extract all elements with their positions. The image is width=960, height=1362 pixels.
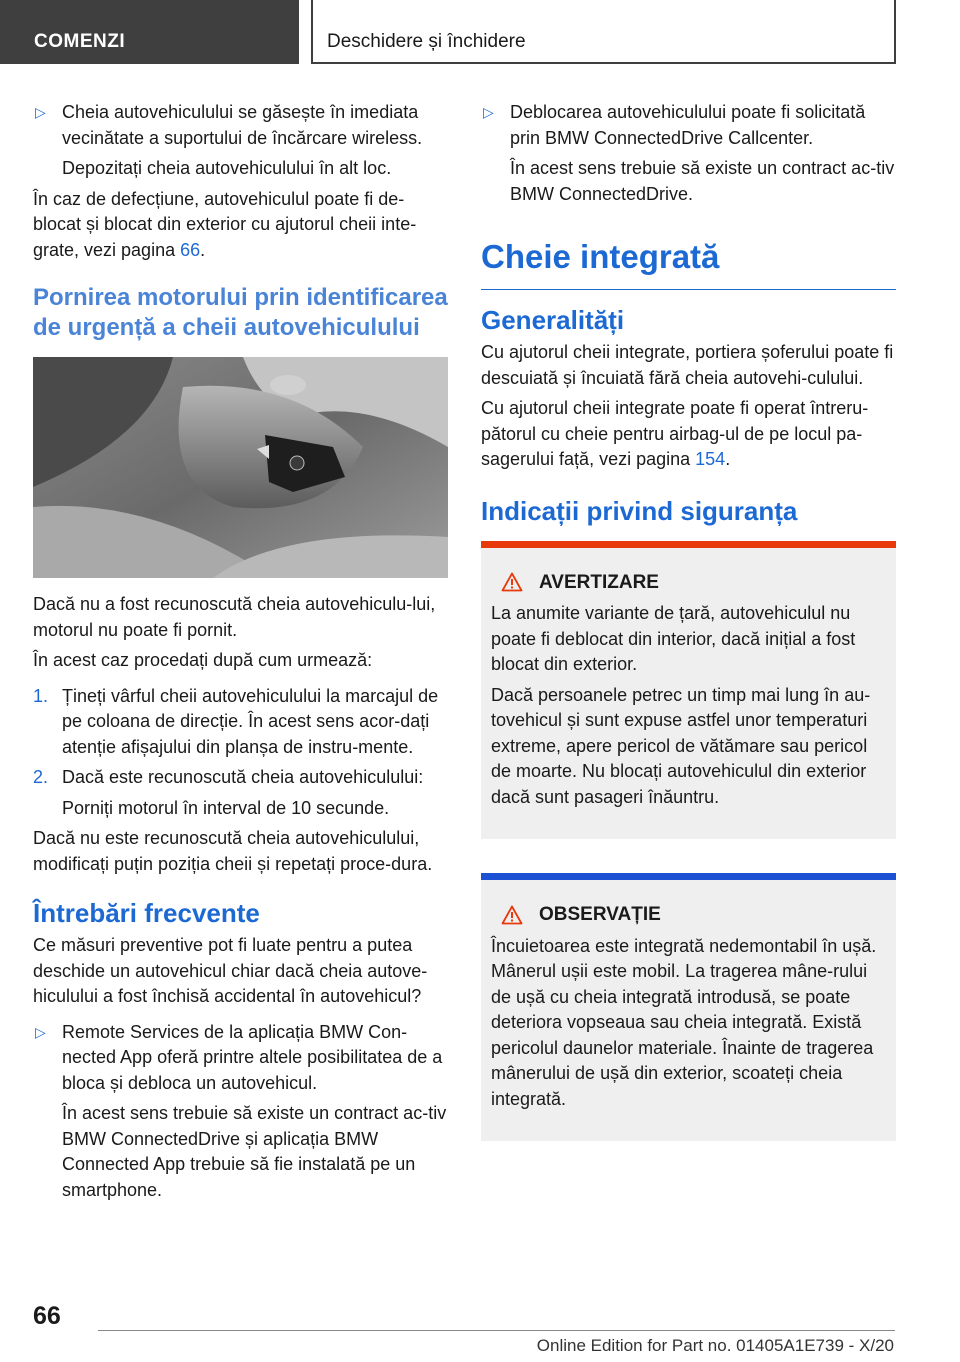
heading-safety: Indicații privind siguranța (481, 495, 798, 526)
warning-title-text: AVERTIZARE (539, 571, 659, 593)
paragraph (33, 187, 448, 264)
footer-divider (98, 1330, 895, 1331)
key-photo-illustration (33, 357, 448, 578)
list-item (33, 765, 448, 791)
paragraph (481, 396, 896, 473)
paragraph: Cu ajutorul cheii integrate, portiera șoferului poate fi descuiată și încuiată fără cheia autovehi-culului. (481, 342, 894, 388)
heading-integrated-key: Cheie integrată (481, 237, 896, 290)
page-link[interactable]: 66 (180, 239, 201, 260)
warning-triangle-icon (501, 905, 523, 925)
step-number: 2. (33, 767, 49, 787)
bullet-text: Cheia autovehiculului se găsește în imediata vecinătate a suportului de încărcare wireless. (62, 102, 423, 148)
triangle-bullet-icon: ▷ (35, 1023, 46, 1040)
step-continuation: Porniți motorul în interval de 10 secunde. (62, 797, 390, 818)
paragraph: Dacă persoanele petrec un timp mai lung în au-tovehicul și sunt expuse astfel unor temperaturi extreme, apere pericol de vătămare sau pericol de moarte. Nu blocați autovehiculul din exterior dacă sunt pasageri înăuntru. (491, 684, 871, 807)
notice-title-text: OBSERVAȚIE (539, 904, 661, 925)
triangle-bullet-icon: ▷ (35, 104, 46, 120)
heading-general: Generalități (481, 305, 625, 335)
paragraph: La anumite variante de țară, autovehiculul nu poate fi deblocat din interior, dacă inițial a fost blocat din exterior. (491, 603, 856, 674)
warning-triangle-icon (501, 572, 523, 592)
paragraph-text: . (725, 449, 731, 469)
chapter-title: Deschidere și închidere (311, 0, 896, 64)
paragraph: În acest caz procedați după cum urmează: (33, 650, 373, 670)
page-number: 66 (33, 1302, 61, 1330)
right-column (481, 100, 896, 1141)
triangle-bullet-icon: ▷ (483, 104, 494, 120)
paragraph: Ce măsuri preventive pot fi luate pentru a putea deschide un autovehicul chiar dacă cheia autove-hiculului a fost închisă accidental în autovehicul? (33, 935, 428, 1006)
warning-box (481, 541, 896, 840)
paragraph-text: . (200, 239, 206, 260)
paragraph: Dacă nu a fost recunoscută cheia autovehiculu-lui, motorul nu poate fi pornit. (33, 594, 436, 640)
page-link[interactable]: 154 (695, 449, 726, 469)
step-text: Dacă este recunoscută cheia autovehiculului: (62, 767, 424, 787)
paragraph: Încuietoarea este integrată nedemontabil în ușă. Mânerul ușii este mobil. La tragerea mâne-rului de ușă cu cheia integrată introdusă, se poate deteriora vopseaua sau cheia integrată. Există pericolul daunelor materiale. Înainte de tragerea mânerului de ușă din exterior, scoateți cheia integrată. (491, 935, 877, 1109)
edition-text: Online Edition for Part no. 01405A1E739 - X/20 (536, 1336, 894, 1355)
paragraph: Dacă nu este recunoscută cheia autovehiculului, modificați puțin poziția cheii și repetați proce-dura. (33, 828, 433, 874)
list-item (481, 100, 896, 151)
left-column (33, 100, 448, 1208)
bullet-text: Remote Services de la aplicația BMW Con-nected App oferă printre altele posibilitatea de a bloca și debloca un autovehicul. (62, 1021, 443, 1093)
step-number: 1. (33, 685, 49, 706)
step-text: Țineți vârful cheii autovehiculului la marcajul de pe coloana de direcție. În acest sens acor-dați atenție afișajului din planșa de instru-mente. (62, 685, 439, 757)
subheading-emergency-start: Pornirea motorului prin identificarea de urgență a cheii autovehiculului (33, 284, 448, 341)
notice-box (481, 873, 896, 1141)
page-header (0, 0, 960, 66)
bullet-continuation: Depozitați cheia autovehiculului în alt loc. (62, 158, 392, 178)
bullet-text: Deblocarea autovehiculului poate fi solicitată prin BMW ConnectedDrive Callcenter. (510, 102, 866, 148)
bullet-continuation: În acest sens trebuie să existe un contract ac-tiv BMW ConnectedDrive și aplicația BMW Connected App trebuie să fie instalată pe un smartphone. (62, 1103, 447, 1200)
steering-column-key-photo (33, 357, 448, 578)
list-item (33, 1020, 448, 1097)
paragraph-text: În caz de defecțiune, autovehiculul poate fi de-blocat și blocat din exterior cu ajutorul cheii inte-grate, vezi pagina (33, 188, 417, 260)
list-item (33, 100, 448, 151)
paragraph-text: Cu ajutorul cheii integrate poate fi operat întreru-pătorul cu cheie pentru airbag-ul de pe locul pa-sagerului față, vezi pagina (481, 398, 869, 469)
list-item (33, 684, 448, 761)
warning-title (491, 570, 884, 596)
section-title: COMENZI (0, 0, 299, 64)
bullet-continuation: În acest sens trebuie să existe un contract ac-tiv BMW ConnectedDrive. (510, 158, 895, 204)
heading-faq: Întrebări frecvente (33, 898, 260, 928)
notice-title (491, 902, 884, 928)
